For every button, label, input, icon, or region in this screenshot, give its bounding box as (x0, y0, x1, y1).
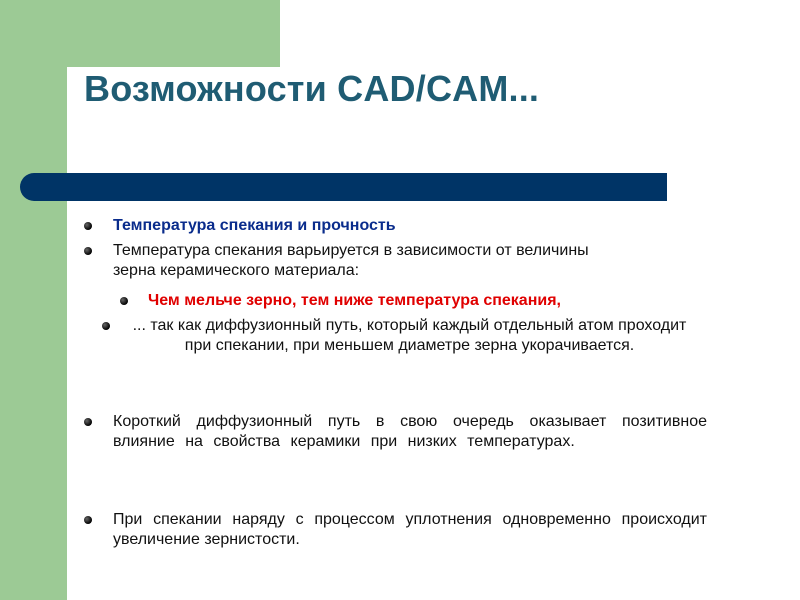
bullet-text: При спекании наряду с процессом уплотнения одновременно происходит увеличение зернистости. (113, 511, 707, 548)
bullet-dot-icon (84, 247, 92, 255)
bullet-text-emphasis: Чем мельче зерно, тем ниже температура спекания, (148, 292, 561, 309)
slide-title: Возможности CAD/CAM... (84, 68, 540, 109)
bullet-dot-icon (84, 222, 92, 230)
bullet-dot-icon (102, 322, 110, 330)
bullet-text: ... так как диффузионный путь, который каждый отдельный атом проходит при спекании, при меньшем диаметре зерна укорачивается. (132, 317, 687, 354)
bullet-dot-icon (84, 418, 92, 426)
bullet-dot-icon (120, 297, 128, 305)
bullet-text: Температура спекания варьируется в зависимости от величины зерна керамического материала: (113, 242, 589, 279)
bullet-dot-icon (84, 516, 92, 524)
bullet-text: Короткий диффузионный путь в свою очередь оказывает позитивное влияние на свойства керамики при низких температурах. (113, 413, 707, 450)
bullet-text-heading: Температура спекания и прочность (113, 217, 396, 234)
